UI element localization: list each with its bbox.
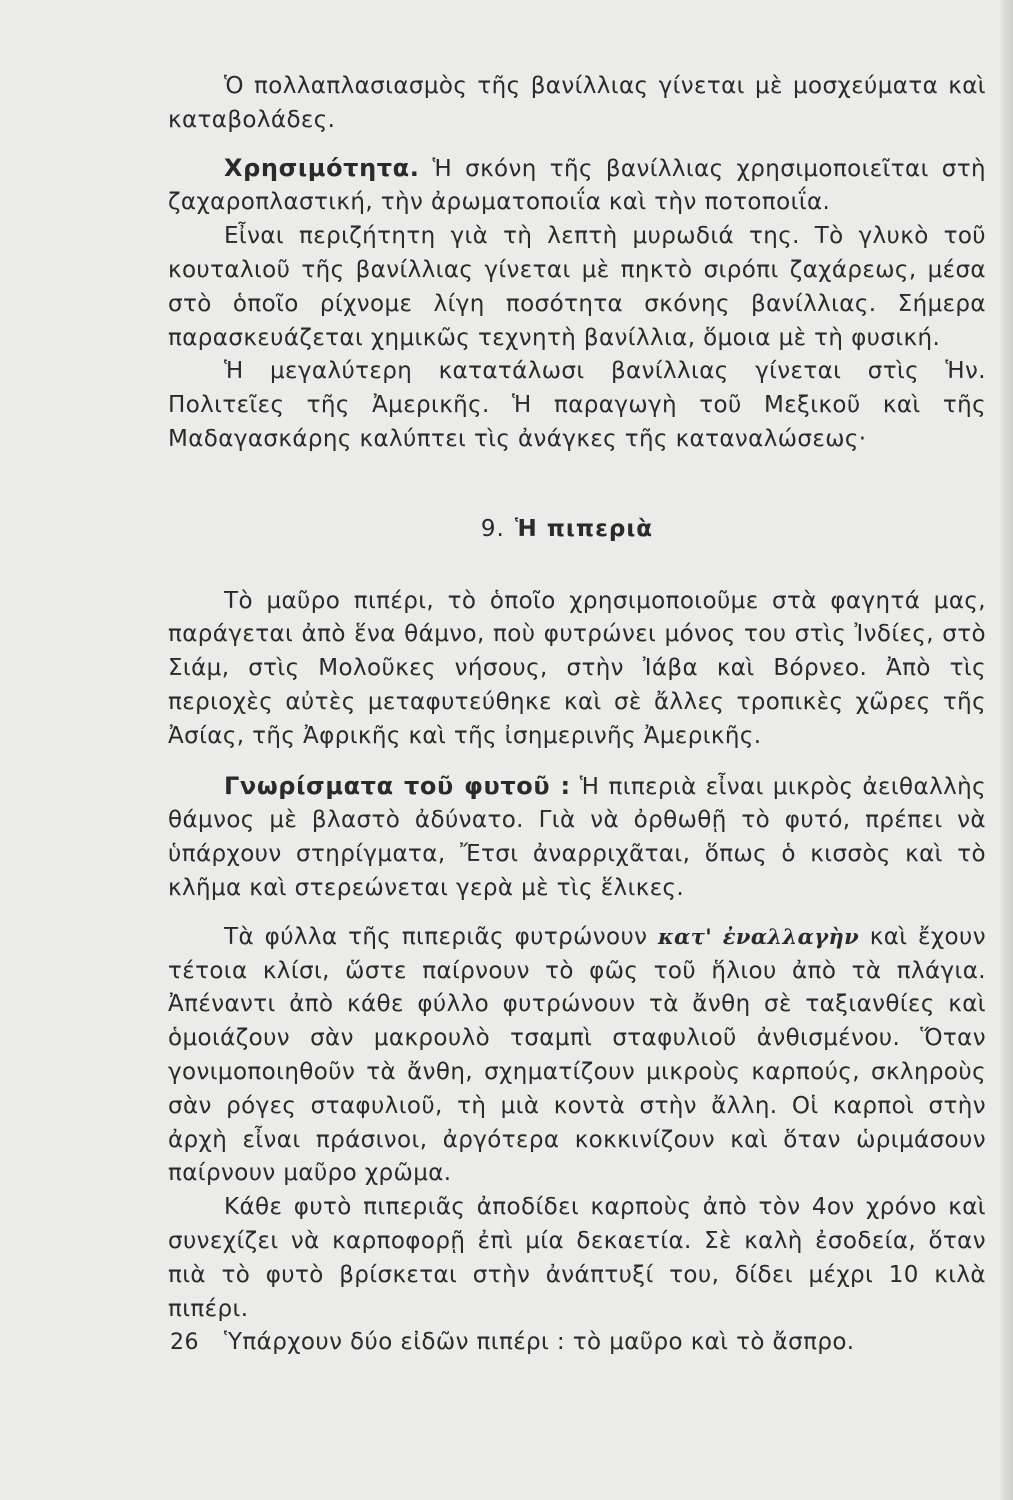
section-heading bbox=[168, 513, 986, 547]
leaves-text-a: Τὰ φύλλα τῆς πιπεριᾶς φυτρώνουν bbox=[224, 923, 648, 950]
paragraph-vanilla-usefulness bbox=[168, 152, 986, 221]
paragraph-leaves-fruits bbox=[168, 920, 986, 1191]
page-number: 26 bbox=[170, 1330, 199, 1355]
leaves-text-b: καὶ ἔχουν τέτοια κλίσι, ὥστε παίρνουν τὸ φῶς τοῦ ἥλιου ἀπὸ τὰ πλάγια. Ἀπέναντι ἀπὸ κάθε φύλλο φυτρώνουν τὰ ἄνθη σὲ ταξιανθίες καὶ ὁμοιάζουν σὰν μακρουλὸ τσαμπὶ σταφυλιοῦ ἀνθισμένου. Ὅταν γονιμοποιηθοῦν τὰ ἄνθη, σχηματίζουν μικροὺς καρπούς, σκληροὺς σὰν ρόγες σταφυλιοῦ, τὴ μιὰ κοντὰ στὴν ἄλλη. Οἱ καρποὶ στὴν ἀρχὴ εἶναι πράσινοι, ἀργότερα κοκκινίζουν καὶ ὅταν ὡριμάσουν παίρνουν μαῦρο χρῶμα. bbox=[168, 923, 986, 1187]
paragraph-pepper-origin: Τὸ μαῦρο πιπέρι, τὸ ὁποῖο χρησιμοποιοῦμε στὰ φαγητά μας, παράγεται ἀπὸ ἕνα θάμνο, ποὺ φυτρώνει μόνος του στὶς Ἰνδίες, στὸ Σιάμ, στὶς Μολοῦκες νήσους, στὴν Ἰάβα καὶ Βόρνεο. Ἀπὸ τὶς περιοχὲς αὐτὲς μεταφυτεύθηκε καὶ σὲ ἄλλες τροπικὲς χῶρες τῆς Ἀσίας, τῆς Ἀφρικῆς καὶ τῆς ἰσημερινῆς Ἀμερικῆς. bbox=[168, 587, 986, 749]
page-body bbox=[168, 70, 986, 1360]
section-title: Ἡ πιπεριὰ bbox=[514, 515, 654, 542]
paragraph-plant-features bbox=[168, 770, 986, 906]
paragraph-pepper-kinds: Ὑπάρχουν δύο εἰδῶν πιπέρι : τὸ μαῦρο καὶ τὸ ἄσπρο. bbox=[224, 1329, 855, 1356]
term-alternate: κατ' ἐναλλαγὴν bbox=[658, 923, 860, 949]
plant-features-text: Ἡ πιπεριὰ εἶναι μικρὸς ἀειθαλλὴς θάμνος μὲ βλαστὸ ἀδύνατο. Γιὰ νὰ ὀρθωθῇ τὸ φυτό, πρέπει νὰ ὑπάρχουν στηρίγματα, Ἔτσι ἀναρριχᾶται, ὅπως ὁ κισσὸς καὶ τὸ κλῆμα καὶ στερεώνεται γερὰ μὲ τὶς ἕλικες. bbox=[168, 773, 986, 901]
section-number: 9. bbox=[480, 515, 505, 542]
page-edge-shadow bbox=[999, 0, 1013, 1500]
paragraph-yield: Κάθε φυτὸ πιπεριᾶς ἀποδίδει καρποὺς ἀπὸ τὸν 4ον χρόνο καὶ συνεχίζει νὰ καρποφορῇ ἐπὶ μία δεκαετία. Σὲ καλὴ ἐσοδεία, ὅταν πιὰ τὸ φυτὸ βρίσκεται στὴν ἀνάπτυξί του, δίδει μέχρι 10 κιλὰ πιπέρι. bbox=[168, 1194, 986, 1322]
usefulness-text: Ἡ σκόνη τῆς βανίλλιας χρησιμοποιεῖται στὴ ζαχαροπλαστική, τὴν ἀρωματοποιΐα καὶ τὴν ποτοποιΐα. bbox=[168, 155, 986, 216]
paragraph-vanilla-aroma: Εἶναι περιζήτητη γιὰ τὴ λεπτὴ μυρωδιά της. Τὸ γλυκὸ τοῦ κουταλιοῦ τῆς βανίλλιας γίνεται μὲ πηκτὸ σιρόπι ζαχάρεως, μέσα στὸ ὁποῖο ρίχνομε λίγη ποσότητα σκόνης βανίλλιας. Σήμερα παρασκευάζεται χημικῶς τεχνητὴ βανίλλια, ὅμοια μὲ τὴ φυσική. bbox=[168, 223, 986, 351]
term-plant-features: Γνωρίσματα τοῦ φυτοῦ : bbox=[224, 771, 571, 800]
term-usefulness: Χρησιμότητα. bbox=[224, 153, 420, 182]
paragraph-vanilla-propagation: Ὁ πολλαπλασιασμὸς τῆς βανίλλιας γίνεται μὲ μοσχεύματα καὶ καταβολάδες. bbox=[168, 73, 986, 133]
paragraph-vanilla-consumption: Ἡ μεγαλύτερη κατατάλωσι βανίλλιας γίνεται στὶς Ἡν. Πολιτεῖες τῆς Ἀμερικῆς. Ἡ παραγωγὴ τοῦ Μεξικοῦ καὶ τῆς Μαδαγασκάρης καλύπτει τὶς ἀνάγκες τῆς καταναλώσεως· bbox=[168, 358, 986, 452]
